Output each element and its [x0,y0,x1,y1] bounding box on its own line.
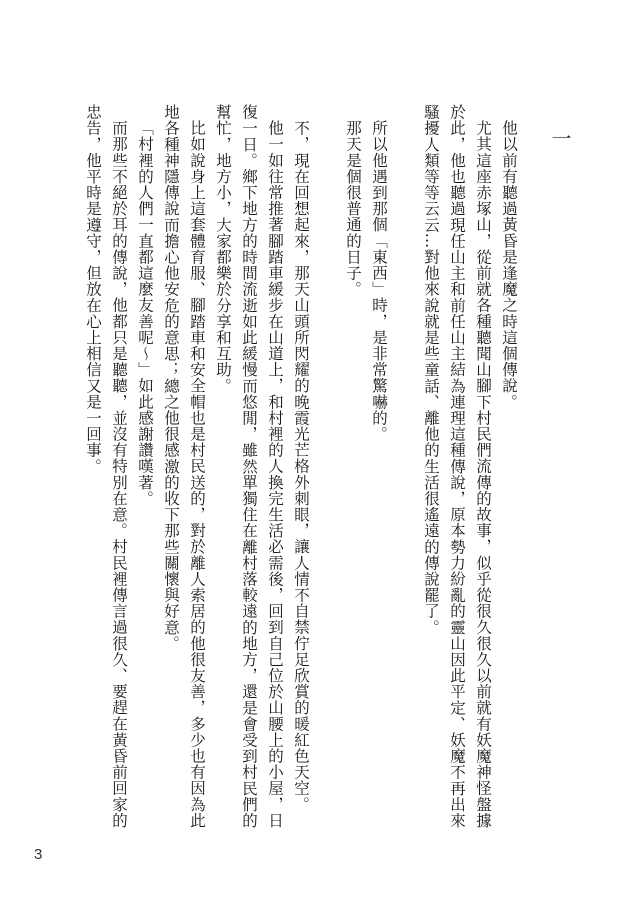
paragraph: 而那些不絕於耳的傳說，他都只是聽聽，並沒有特別在意。村民裡傳言過很久、要趕在黃昏前回家的忠告，他平時是遵守，但放在心上相信又是一回事。 [84,104,128,828]
paragraph: 「村裡的人們一直都這麼友善呢～」如此感謝讚嘆著。 [136,119,154,506]
paragraph: 尤其這座赤塚山，從前就各種聽聞山腳下村民們流傳的故事，似乎從很久很久以前就有妖魔神怪盤據於此，他也聽過現任山主和前任山主結為連理這種傳說，原本勢力紛亂的靈山因此平定、妖魔不再出來騷擾人類等等云云…對他來說就是些童話、離他的生活很遙遠的傳說罷了。 [422,104,492,829]
body-text [80,104,522,834]
paragraph: 比如說身上這套體育服、腳踏車和安全帽也是村民送的，對於離人索居的他很友善，多少也有因為此地各種神隱傳說而擔心他安危的意思；總之他很感激的收下那些關懷與好意。 [162,104,206,828]
paragraph: 他以前有聽過黃昏是逢魔之時這個傳說。 [500,119,518,410]
paragraph: 所以他遇到那個「東西」時，是非常驚嚇的。 [370,119,388,442]
chapter-number: 一 [548,128,572,148]
page-number: 3 [34,846,43,863]
paragraph: 那天是個很普通的日子。 [344,119,362,297]
paragraph: 他一如往常推著腳踏車緩步在山道上，和村裡的人換完生活必需後，回到自己位於山腰上的小屋，日復一日。鄉下地方的時間流逝如此緩慢而悠閒，雖然單獨住在離村落較遠的地方，還是會受到村民們的幫忙，地方小，大家都樂於分享和互助。 [214,104,284,829]
paragraph: 不，現在回想起來，那天山頭所閃耀的晚霞光芒格外刺眼，讓人情不自禁佇足欣賞的暖紅色天空。 [292,119,310,812]
